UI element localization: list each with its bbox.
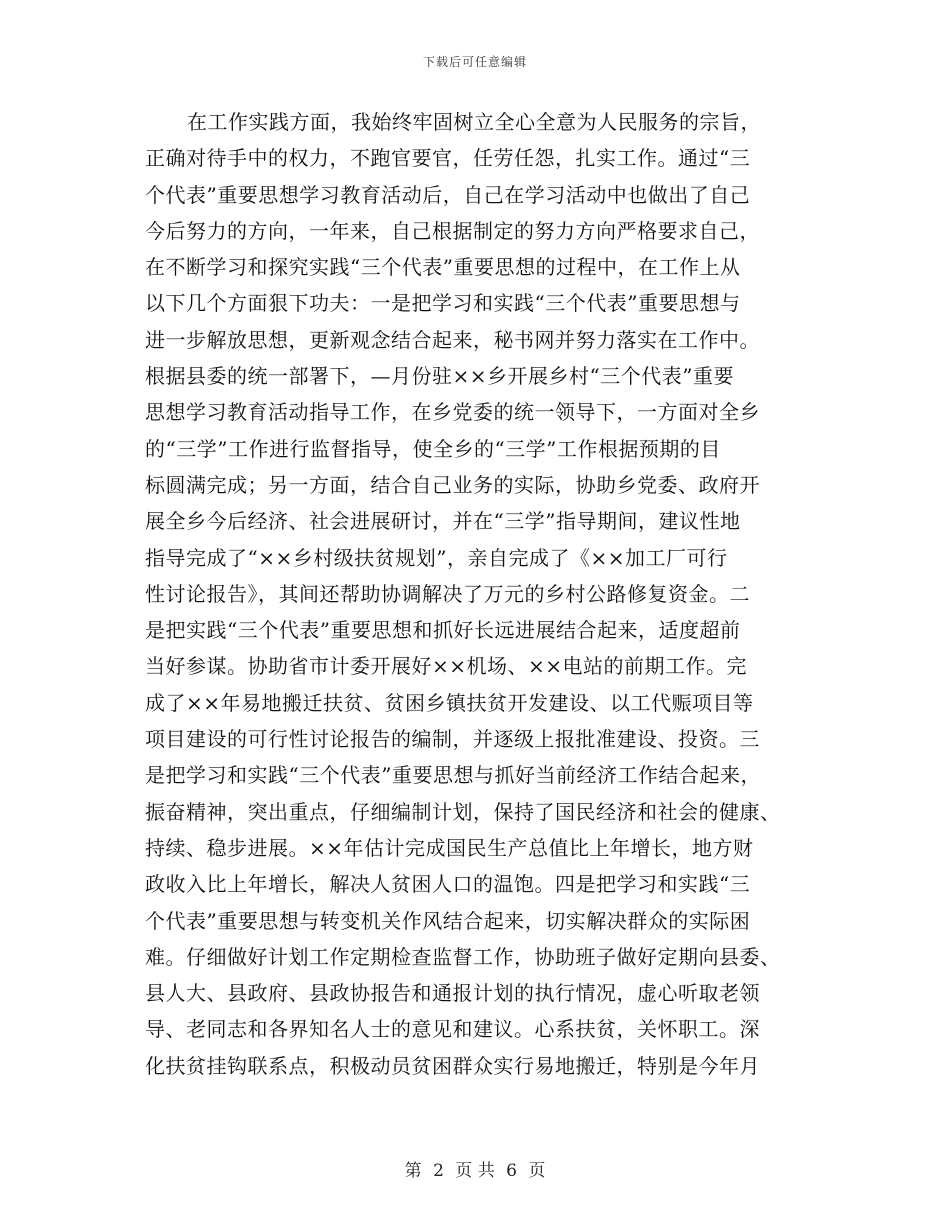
page-number-footer	[0, 1156, 950, 1181]
paragraph-line: 的“三学”工作进行监督指导，使全乡的“三学”工作根据预期的目	[145, 436, 721, 461]
paragraph-line: 个代表”重要思想与转变机关作风结合起来，切实解决群众的实际困	[145, 908, 751, 933]
paragraph-line: 个代表”重要思想学习教育活动后，自己在学习活动中也做出了自己	[145, 182, 751, 207]
paragraph-line: 难。仔细做好计划工作定期检查监督工作，协助班子做好定期向县委、	[145, 944, 781, 969]
paragraph-line: 是把学习和实践“三个代表”重要思想与抓好当前经济工作结合起来，	[145, 763, 761, 788]
footer-middle: 页 共	[455, 1161, 495, 1181]
document-body	[145, 104, 805, 1084]
current-page-number: 2	[433, 1161, 444, 1181]
paragraph-line: 持续、稳步进展。××年估计完成国民生产总值比上年增长，地方财	[145, 835, 754, 860]
paragraph-line: 性讨论报告》，其间还帮助协调解决了万元的乡村公路修复资金。二	[145, 581, 750, 606]
paragraph-line: 思想学习教育活动指导工作，在乡党委的统一领导下，一方面对全乡	[145, 400, 760, 425]
footer-suffix: 页	[528, 1161, 546, 1181]
paragraph-line: 指导完成了“××乡村级扶贫规划”，亲自完成了《××加工厂可行	[145, 545, 728, 570]
paragraph-line: 政收入比上年增长，解决人贫困人口的温饱。四是把学习和实践“三	[145, 872, 751, 897]
paragraph-line: 县人大、县政府、县政协报告和通报计划的执行情况，虚心听取老领	[145, 981, 760, 1006]
paragraph-line: 化扶贫挂钩联系点，积极动员贫困群众实行易地搬迁，特别是今年月	[145, 1053, 760, 1078]
total-page-count: 6	[506, 1161, 517, 1181]
paragraph-line: 正确对待手中的权力，不跑官要官，任劳任怨，扎实工作。通过“三	[145, 146, 751, 171]
paragraph-line: 在工作实践方面，我始终牢固树立全心全意为人民服务的宗旨，	[187, 110, 761, 134]
paragraph-line: 以下几个方面狠下功夫：一是把学习和实践“三个代表”重要思想与	[145, 291, 741, 316]
paragraph-line: 进一步解放思想，更新观念结合起来，秘书网并努力落实在工作中。	[145, 327, 760, 352]
paragraph-line: 是把实践“三个代表”重要思想和抓好长远进展结合起来，适度超前	[145, 618, 741, 643]
paragraph-line: 当好参谋。协助省市计委开展好××机场、××电站的前期工作。完	[145, 654, 748, 679]
paragraph-line: 导、老同志和各界知名人士的意见和建议。心系扶贫，关怀职工。深	[145, 1017, 760, 1042]
footer-prefix: 第	[404, 1161, 422, 1181]
paragraph-line: 今后努力的方向，一年来，自己根据制定的努力方向严格要求自己，	[145, 218, 760, 243]
paragraph-line: 成了××年易地搬迁扶贫、贫困乡镇扶贫开发建设、以工代赈项目等	[145, 690, 754, 715]
page-header: 下载后可任意编辑	[422, 55, 527, 69]
paragraph-line: 在不断学习和探究实践“三个代表”重要思想的过程中，在工作上从	[145, 255, 741, 280]
paragraph-line: 展全乡今后经济、社会进展研讨，并在“三学”指导期间，建议性地	[145, 509, 741, 534]
paragraph-line: 振奋精神，突出重点，仔细编制计划，保持了国民经济和社会的健康、	[145, 799, 781, 824]
paragraph-line: 根据县委的统一部署下，—月份驻××乡开展乡村“三个代表”重要	[145, 364, 734, 389]
paragraph-line: 标圆满完成；另一方面，结合自己业务的实际，协助乡党委、政府开	[145, 472, 760, 497]
paragraph-line: 项目建设的可行性讨论报告的编制，并逐级上报批准建设、投资。三	[145, 727, 760, 752]
